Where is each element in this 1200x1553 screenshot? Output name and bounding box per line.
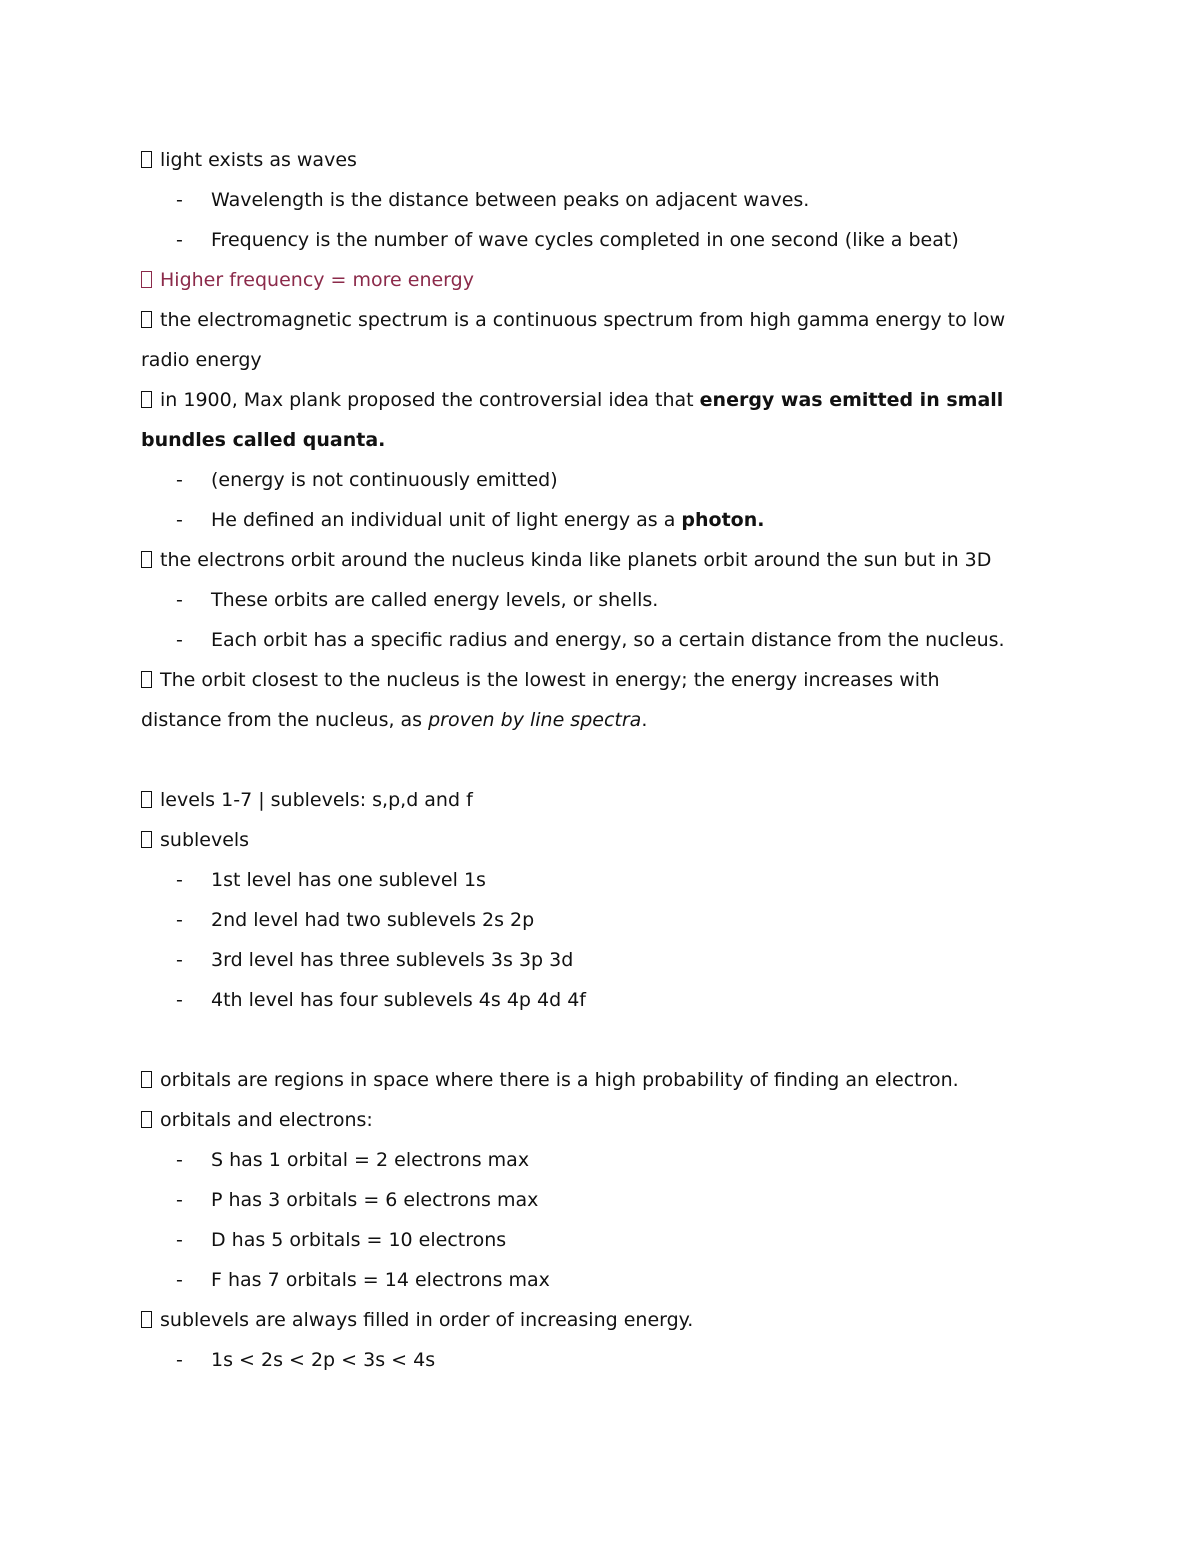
bullet-glyph-icon: [141, 1071, 152, 1088]
bullet-item: sublevels are always filled in order of increasing energy.: [141, 1300, 1061, 1340]
sub-item: - P has 3 orbitals = 6 electrons max: [176, 1189, 539, 1211]
sub-item: - 4th level has four sublevels 4s 4p 4d 4f: [176, 989, 586, 1011]
sub-item: - He defined an individual unit of light energy as a photon.: [176, 509, 765, 531]
sub-item: - These orbits are called energy levels, or shells.: [176, 589, 659, 611]
bullet-glyph-icon: [141, 1111, 152, 1128]
bullet-item: in 1900, Max plank proposed the controversial idea that energy was emitted in small: [141, 380, 1061, 420]
bullet-glyph-icon: [141, 391, 152, 408]
sub-item: - Each orbit has a specific radius and energy, so a certain distance from the nucleus.: [176, 629, 1005, 651]
sub-item: - Wavelength is the distance between peaks on adjacent waves.: [176, 189, 810, 211]
bullet-glyph-icon: [141, 271, 152, 288]
sub-item: - F has 7 orbitals = 14 electrons max: [176, 1269, 550, 1291]
bullet-item: The orbit closest to the nucleus is the lowest in energy; the energy increases with: [141, 660, 1061, 700]
bullet-glyph-icon: [141, 1311, 152, 1328]
sub-item: - Frequency is the number of wave cycles completed in one second (like a beat): [176, 229, 959, 251]
notes-content: [141, 140, 1061, 1380]
bullet-glyph-icon: [141, 831, 152, 848]
bullet-item: light exists as waves: [141, 140, 1061, 180]
bullet-glyph-icon: [141, 151, 152, 168]
bullet-item-highlighted: Higher frequency = more energy: [141, 260, 1061, 300]
bullet-glyph-icon: [141, 311, 152, 328]
bullet-glyph-icon: [141, 551, 152, 568]
sub-item: - D has 5 orbitals = 10 electrons: [176, 1229, 507, 1251]
sub-item: - 3rd level has three sublevels 3s 3p 3d: [176, 949, 574, 971]
sub-item: - (energy is not continuously emitted): [176, 469, 558, 491]
bullet-item: levels 1-7 | sublevels: s,p,d and f: [141, 780, 1061, 820]
bullet-item: sublevels: [141, 820, 1061, 860]
sub-item: - 2nd level had two sublevels 2s 2p: [176, 909, 535, 931]
blank-line: [141, 740, 1061, 780]
bullet-item: orbitals are regions in space where there is a high probability of finding an electron.: [141, 1060, 1061, 1100]
bullet-continuation: distance from the nucleus, as proven by line spectra.: [141, 709, 648, 731]
sub-item: - S has 1 orbital = 2 electrons max: [176, 1149, 530, 1171]
bullet-continuation: radio energy: [141, 349, 262, 371]
bullet-glyph-icon: [141, 671, 152, 688]
sub-item: - 1s < 2s < 2p < 3s < 4s: [176, 1349, 436, 1371]
bullet-item: the electromagnetic spectrum is a continuous spectrum from high gamma energy to low: [141, 300, 1061, 340]
sub-item: - 1st level has one sublevel 1s: [176, 869, 486, 891]
bullet-glyph-icon: [141, 791, 152, 808]
bullet-item: orbitals and electrons:: [141, 1100, 1061, 1140]
bullet-continuation: bundles called quanta.: [141, 429, 386, 451]
blank-line: [141, 1020, 1061, 1060]
bullet-item: the electrons orbit around the nucleus kinda like planets orbit around the sun but in 3D: [141, 540, 1061, 580]
